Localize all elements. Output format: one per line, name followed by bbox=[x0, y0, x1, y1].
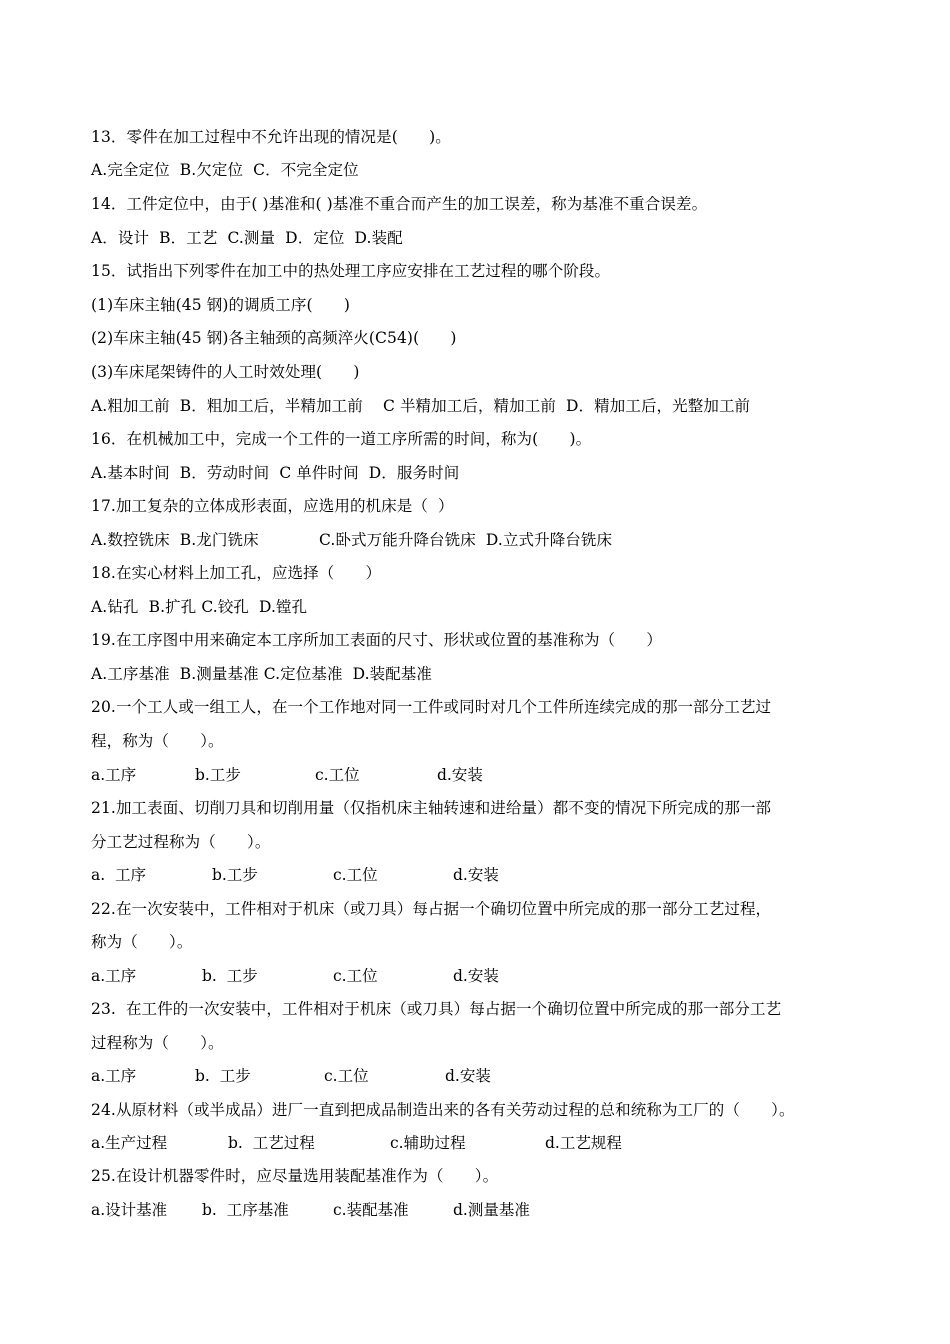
q17-text: 17.加工复杂的立体成形表面，应选用的机床是（ ） bbox=[91, 497, 454, 515]
q22-option-a: a.工序 bbox=[91, 967, 137, 985]
q23-option-c: c.工位 bbox=[324, 1067, 369, 1085]
q23-option-b: b. 工步 bbox=[195, 1067, 251, 1085]
q23-option-a: a.工序 bbox=[91, 1067, 137, 1085]
q24-option-b: b. 工艺过程 bbox=[228, 1134, 315, 1152]
q13-text: 13．零件在加工过程中不允许出现的情况是( )。 bbox=[91, 128, 451, 146]
q21-text-line-2: 分工艺过程称为（ ）。 bbox=[91, 833, 271, 851]
q21-option-d: d.安装 bbox=[453, 866, 499, 884]
q24-option-d: d.工艺规程 bbox=[545, 1134, 622, 1152]
q14-text: 14．工件定位中，由于( )基准和( )基准不重合而产生的加工误差，称为基准不重合误差。 bbox=[91, 195, 708, 213]
q23-option-d: d.安装 bbox=[445, 1067, 491, 1085]
q21-option-a: a. 工序 bbox=[91, 866, 147, 884]
q22-option-d: d.安装 bbox=[453, 967, 499, 985]
q18-text: 18.在实心材料上加工孔，应选择（ ） bbox=[91, 564, 382, 582]
q25-option-d: d.测量基准 bbox=[453, 1201, 530, 1219]
q20-text-line-2: 程，称为（ ）。 bbox=[91, 732, 224, 750]
q24-option-a: a.生产过程 bbox=[91, 1134, 168, 1152]
q20-options bbox=[91, 765, 920, 785]
q25-option-a: a.设计基准 bbox=[91, 1201, 168, 1219]
q16-text: 16．在机械加工中，完成一个工件的一道工序所需的时间，称为( )。 bbox=[91, 430, 592, 448]
q21-text-line-1: 21.加工表面、切削刀具和切削用量（仅指机床主轴转速和进给量）都不变的情况下所完成的那一部 bbox=[91, 799, 772, 817]
q20-option-b: b.工步 bbox=[195, 766, 241, 784]
q21-option-b: b.工步 bbox=[212, 866, 258, 884]
q20-text-line-1: 20.一个工人或一组工人，在一个工作地对同一工件或同时对几个工件所连续完成的那一部分工艺过 bbox=[91, 698, 772, 716]
q25-text: 25.在设计机器零件时，应尽量选用装配基准作为（ ）。 bbox=[91, 1167, 499, 1185]
q24-options bbox=[91, 1133, 920, 1153]
q13-options: A.完全定位 B.欠定位 C．不完全定位 bbox=[91, 161, 359, 179]
q23-text-line-1: 23. 在工件的一次安装中，工件相对于机床（或刀具）每占据一个确切位置中所完成的那一部分工艺 bbox=[91, 1000, 782, 1018]
q25-option-b: b. 工序基准 bbox=[202, 1201, 289, 1219]
q23-text-line-2: 过程称为（ ）。 bbox=[91, 1034, 224, 1052]
q21-option-c: c.工位 bbox=[333, 866, 378, 884]
q18-options: A.钻孔 B.扩孔 C.铰孔 D.镗孔 bbox=[91, 598, 308, 616]
q15-item-2: (2)车床主轴(45 钢)各主轴颈的高频淬火(C54)( ) bbox=[91, 329, 457, 347]
q15-item-3: (3)车床尾架铸件的人工时效处理( ) bbox=[91, 363, 360, 381]
q22-option-b: b. 工步 bbox=[202, 967, 258, 985]
q17-options: A.数控铣床 B.龙门铣床 C.卧式万能升降台铣床 D.立式升降台铣床 bbox=[91, 531, 613, 549]
q15-item-1: (1)车床主轴(45 钢)的调质工序( ) bbox=[91, 296, 350, 314]
q23-options bbox=[91, 1066, 920, 1086]
q19-options: A.工序基准 B.测量基准 C.定位基准 D.装配基准 bbox=[91, 665, 433, 683]
q24-text: 24.从原材料（或半成品）进厂一直到把成品制造出来的各有关劳动过程的总和统称为工厂的（ ）。 bbox=[91, 1101, 795, 1119]
q24-option-c: c.辅助过程 bbox=[390, 1134, 466, 1152]
q25-option-c: c.装配基准 bbox=[333, 1201, 409, 1219]
q22-options bbox=[91, 966, 920, 986]
q16-options: A.基本时间 B．劳动时间 C 单件时间 D．服务时间 bbox=[91, 464, 460, 482]
q22-text-line-1: 22.在一次安装中，工件相对于机床（或刀具）每占据一个确切位置中所完成的那一部分工艺过程， bbox=[91, 900, 772, 918]
q25-options bbox=[91, 1200, 920, 1220]
q19-text: 19.在工序图中用来确定本工序所加工表面的尺寸、形状或位置的基准称为（ ） bbox=[91, 631, 662, 649]
q20-option-d: d.安装 bbox=[437, 766, 483, 784]
q15-text: 15．试指出下列零件在加工中的热处理工序应安排在工艺过程的哪个阶段。 bbox=[91, 262, 611, 280]
q20-option-a: a.工序 bbox=[91, 766, 137, 784]
q21-options bbox=[91, 865, 920, 885]
q22-option-c: c.工位 bbox=[333, 967, 378, 985]
q22-text-line-2: 称为（ ）。 bbox=[91, 933, 193, 951]
q15-options: A.粗加工前 B．粗加工后，半精加工前 C 半精加工后，精加工前 D．精加工后，光整加工前 bbox=[91, 397, 751, 415]
q14-options: A．设计 B．工艺 C.测量 D．定位 D.装配 bbox=[91, 229, 403, 247]
q20-option-c: c.工位 bbox=[315, 766, 360, 784]
